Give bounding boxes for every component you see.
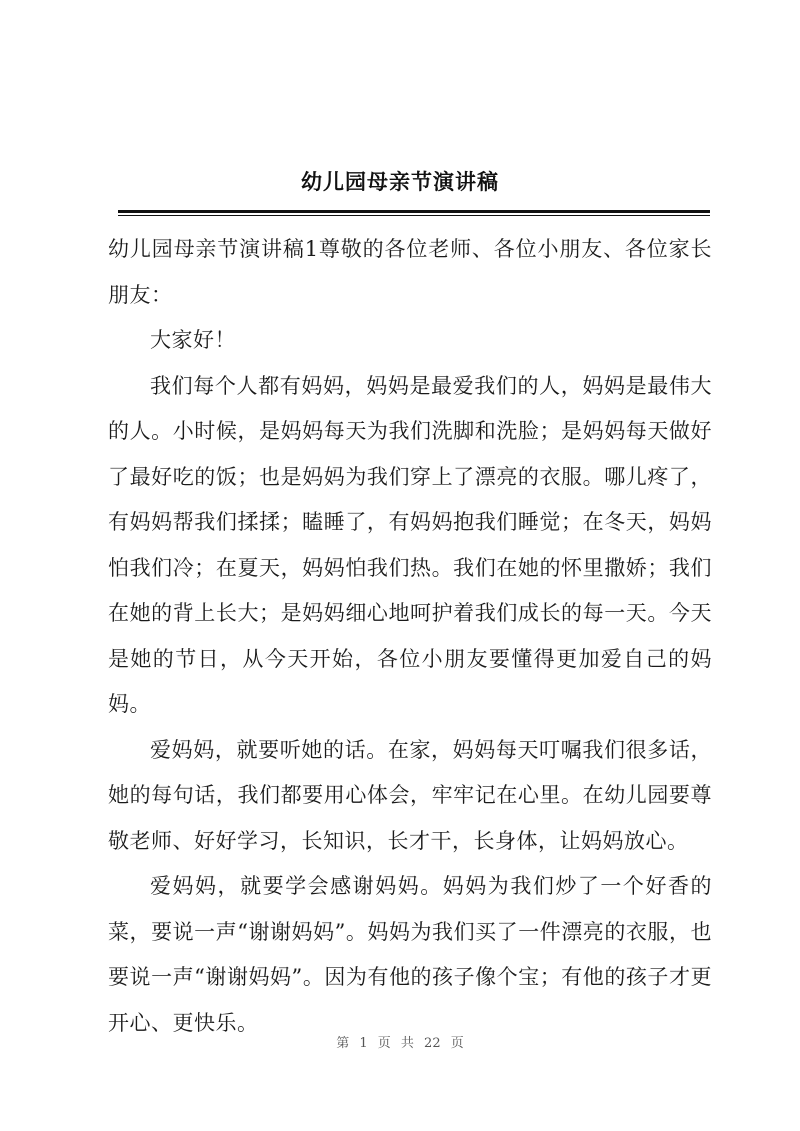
paragraph-opening: 幼儿园母亲节演讲稿1尊敬的各位老师、各位小朋友、各位家长朋友： (108, 237, 712, 307)
paragraph-thanks: 爱妈妈，就要学会感谢妈妈。妈妈为我们炒了一个好香的菜，要说一声“谢谢妈妈”。妈妈为我们买了一件漂亮的衣服，也要说一声“谢谢妈妈”。因为有他的孩子像个宝；有他的孩子才更开心、更快乐。 (108, 874, 712, 1035)
document-body (108, 227, 712, 1046)
paragraph-greeting: 大家好！ (150, 328, 236, 352)
title-divider-thin (118, 215, 710, 216)
paragraph-listen: 爱妈妈，就要听她的话。在家，妈妈每天叮嘱我们很多话，她的每句话，我们都要用心体会，牢牢记在心里。在幼儿园要尊敬老师、好好学习，长知识，长才干，长身体，让妈妈放心。 (108, 737, 712, 853)
page-title: 幼儿园母亲节演讲稿 (301, 170, 499, 194)
title-divider-thick (118, 210, 710, 213)
page-footer: 第 1 页 共 22 页 (336, 1036, 464, 1051)
paragraph-mothers: 我们每个人都有妈妈，妈妈是最爱我们的人，妈妈是最伟大的人。小时候，是妈妈每天为我们洗脚和洗脸；是妈妈每天做好了最好吃的饭；也是妈妈为我们穿上了漂亮的衣服。哪儿疼了，有妈妈帮我们揉揉；瞌睡了，有妈妈抱我们睡觉；在冬天，妈妈怕我们冷；在夏天，妈妈怕我们热。我们在她的怀里撒娇；我们在她的背上长大；是妈妈细心地呵护着我们成长的每一天。今天是她的节日，从今天开始，各位小朋友要懂得更加爱自己的妈妈。 (108, 373, 712, 716)
